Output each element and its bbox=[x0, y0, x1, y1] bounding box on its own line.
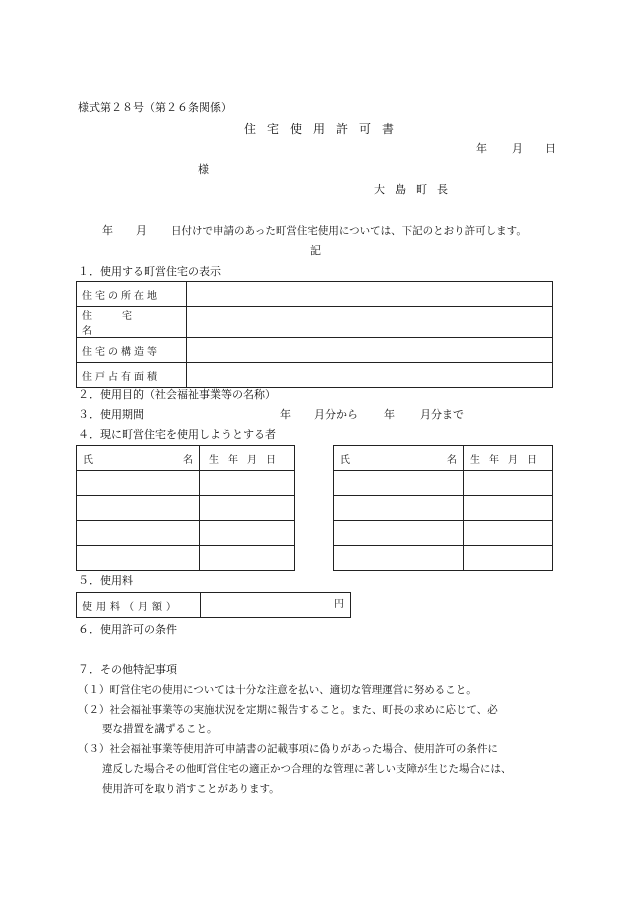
table-row bbox=[77, 496, 295, 521]
housing-structure-field[interactable] bbox=[187, 338, 553, 363]
occupants-table-left bbox=[76, 445, 295, 571]
table-row bbox=[77, 307, 553, 338]
note-2: （２）社会福祉事業等の実施状況を定期に報告すること。また、町長の求めに応じて、必 bbox=[78, 704, 498, 716]
section-4-heading: ４．現に町営住宅を使用しようとする者 bbox=[78, 428, 276, 441]
note-2-cont: 要な措置を講ずること。 bbox=[102, 723, 218, 735]
table-row bbox=[77, 363, 553, 388]
date-month: 月 bbox=[512, 142, 523, 155]
date-year: 年 bbox=[476, 142, 487, 155]
fee-table bbox=[76, 592, 351, 618]
table-row bbox=[77, 446, 295, 471]
housing-area-field[interactable] bbox=[187, 363, 553, 388]
occupant-birth-header: 生年月日 bbox=[200, 446, 295, 471]
occupant-name-cell[interactable] bbox=[334, 521, 464, 546]
occupant-name-cell[interactable] bbox=[334, 471, 464, 496]
occupant-name-cell[interactable] bbox=[77, 496, 200, 521]
table-row bbox=[77, 338, 553, 363]
period-from: 月分から bbox=[314, 408, 358, 421]
occupant-birth-cell[interactable] bbox=[464, 496, 553, 521]
table-row bbox=[77, 546, 295, 571]
occupant-name-cell[interactable] bbox=[334, 546, 464, 571]
occupant-birth-cell[interactable] bbox=[200, 521, 295, 546]
section-1-heading: １．使用する町営住宅の表示 bbox=[78, 265, 221, 278]
section-7-heading: ７．その他特記事項 bbox=[78, 663, 177, 676]
intro-text: 日付けで申請のあった町営住宅使用については、下記のとおり許可します。 bbox=[171, 225, 527, 237]
occupant-birth-cell[interactable] bbox=[200, 471, 295, 496]
housing-structure-label: 住宅の構造等 bbox=[77, 338, 187, 363]
occupant-name-cell[interactable] bbox=[77, 521, 200, 546]
addressee-suffix: 様 bbox=[198, 163, 209, 176]
date-day: 日 bbox=[545, 142, 556, 155]
fee-label: 使用料（月額） bbox=[77, 593, 201, 618]
name-header-left: 氏 bbox=[340, 455, 350, 466]
table-row bbox=[77, 593, 351, 618]
note-3-cont-1: 違反した場合その他町営住宅の適正かつ合理的な管理に著しい支障が生じた場合には、 bbox=[102, 763, 512, 775]
housing-area-label: 住戸占有面積 bbox=[77, 363, 187, 388]
fee-amount-field[interactable] bbox=[201, 593, 351, 618]
occupant-birth-cell[interactable] bbox=[464, 471, 553, 496]
note-1: （１）町営住宅の使用については十分な注意を払い、適切な管理運営に努めること。 bbox=[78, 684, 477, 696]
occupant-name-cell[interactable] bbox=[77, 471, 200, 496]
period-year-2: 年 bbox=[384, 408, 395, 421]
intro-year: 年 bbox=[102, 224, 113, 237]
name-header-right: 名 bbox=[447, 455, 457, 466]
table-row bbox=[334, 521, 553, 546]
table-row bbox=[334, 471, 553, 496]
housing-name-label bbox=[77, 307, 187, 338]
housing-table bbox=[76, 281, 553, 388]
table-row bbox=[334, 446, 553, 471]
occupant-birth-cell[interactable] bbox=[464, 521, 553, 546]
occupant-name-header bbox=[77, 446, 200, 471]
section-5-heading: ５．使用料 bbox=[78, 574, 133, 587]
ki-label: 記 bbox=[310, 244, 321, 257]
occupant-birth-cell[interactable] bbox=[464, 546, 553, 571]
form-title: 住宅使用許可書 bbox=[244, 122, 406, 136]
issuer-name: 大島町長 bbox=[374, 183, 458, 196]
section-2-heading: ２．使用目的（社会福祉事業等の名称） bbox=[78, 388, 276, 401]
fee-unit: 円 bbox=[334, 599, 344, 610]
occupants-table-right bbox=[333, 445, 553, 571]
name-header-left: 氏 bbox=[83, 455, 93, 466]
table-row bbox=[334, 496, 553, 521]
housing-name-label-text: 住宅名 bbox=[82, 311, 162, 337]
occupant-birth-cell[interactable] bbox=[200, 546, 295, 571]
housing-location-field[interactable] bbox=[187, 282, 553, 307]
occupant-birth-header: 生年月日 bbox=[464, 446, 553, 471]
occupant-name-cell[interactable] bbox=[77, 546, 200, 571]
note-3-cont-2: 使用許可を取り消すことがあります。 bbox=[102, 783, 280, 795]
period-year-1: 年 bbox=[280, 408, 291, 421]
period-to: 月分まで bbox=[420, 408, 464, 421]
note-3: （３）社会福祉事業等使用許可申請書の記載事項に偽りがあった場合、使用許可の条件に bbox=[78, 743, 498, 755]
table-row bbox=[334, 546, 553, 571]
section-6-heading: ６．使用許可の条件 bbox=[78, 623, 177, 636]
name-header-right: 名 bbox=[183, 455, 193, 466]
housing-name-field[interactable] bbox=[187, 307, 553, 338]
form-number: 様式第２８号（第２６条関係） bbox=[78, 101, 232, 114]
occupant-name-header bbox=[334, 446, 464, 471]
section-3-heading: ３．使用期間 bbox=[78, 408, 144, 421]
table-row bbox=[77, 471, 295, 496]
table-row bbox=[77, 282, 553, 307]
occupant-birth-cell[interactable] bbox=[200, 496, 295, 521]
intro-month: 月 bbox=[136, 224, 147, 237]
occupant-name-cell[interactable] bbox=[334, 496, 464, 521]
housing-location-label: 住宅の所在地 bbox=[77, 282, 187, 307]
table-row bbox=[77, 521, 295, 546]
